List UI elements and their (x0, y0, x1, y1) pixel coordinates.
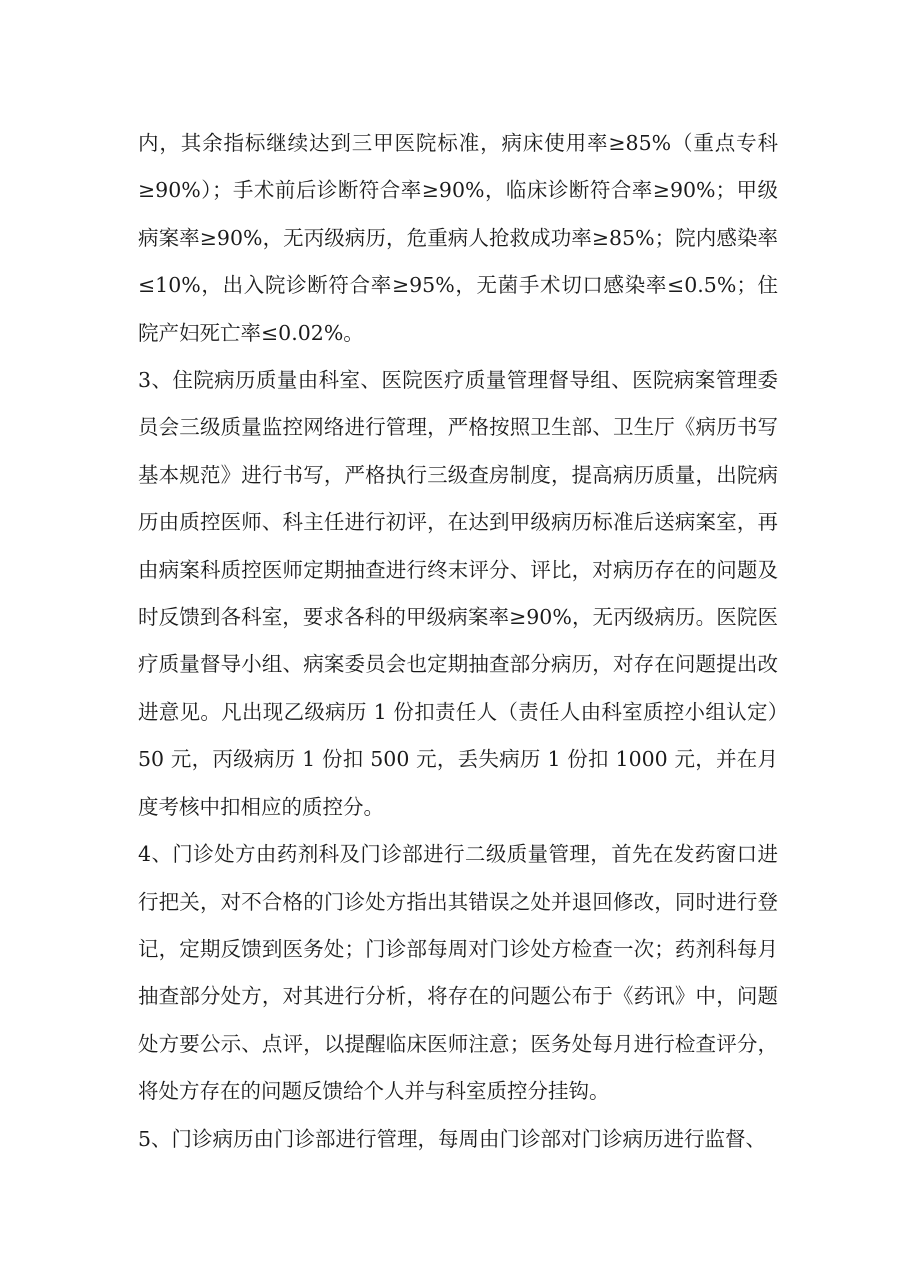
paragraph-outpatient-prescriptions: 4、门诊处方由药剂科及门诊部进行二级质量管理，首先在发药窗口进行把关，对不合格的门诊处方指出其错误之处并退回修改，同时进行登记，定期反馈到医务处；门诊部每周对门诊处方检查一次；药剂科每月抽查部分处方，对其进行分析，将存在的问题公布于《药讯》中，问题处方要公示、点评，以提醒临床医师注意；医务处每月进行检查评分，将处方存在的问题反馈给个人并与科室质控分挂钩。 (138, 842, 778, 1104)
paragraph-quality-indicators: 内，其余指标继续达到三甲医院标准，病床使用率≥85%（重点专科≥90%）；手术前后诊断符合率≥90%，临床诊断符合率≥90%；甲级病案率≥90%，无丙级病历，危重病人抢救成功率≥85%；院内感染率≤10%，出入院诊断符合率≥95%，无菌手术切口感染率≤0.5%；住院产妇死亡率≤0.02%。 (138, 131, 778, 345)
document-body (138, 120, 778, 1163)
paragraph-inpatient-records: 3、住院病历质量由科室、医院医疗质量管理督导组、医院病案管理委员会三级质量监控网络进行管理，严格按照卫生部、卫生厅《病历书写基本规范》进行书写，严格执行三级查房制度，提高病历质量，出院病历由质控医师、科主任进行初评，在达到甲级病历标准后送病案室，再由病案科质控医师定期抽查进行终末评分、评比，对病历存在的问题及时反馈到各科室，要求各科的甲级病案率≥90%，无丙级病历。医院医疗质量督导小组、病案委员会也定期抽查部分病历，对存在问题提出改进意见。凡出现乙级病历 1 份扣责任人（责任人由科室质控小组认定）50 元，丙级病历 1 份扣 500 元，丢失病历 1 份扣 1000 元，并在月度考核中扣相应的质控分。 (138, 368, 778, 819)
paragraph-outpatient-records: 5、门诊病历由门诊部进行管理，每周由门诊部对门诊病历进行监督、 (138, 1126, 767, 1151)
